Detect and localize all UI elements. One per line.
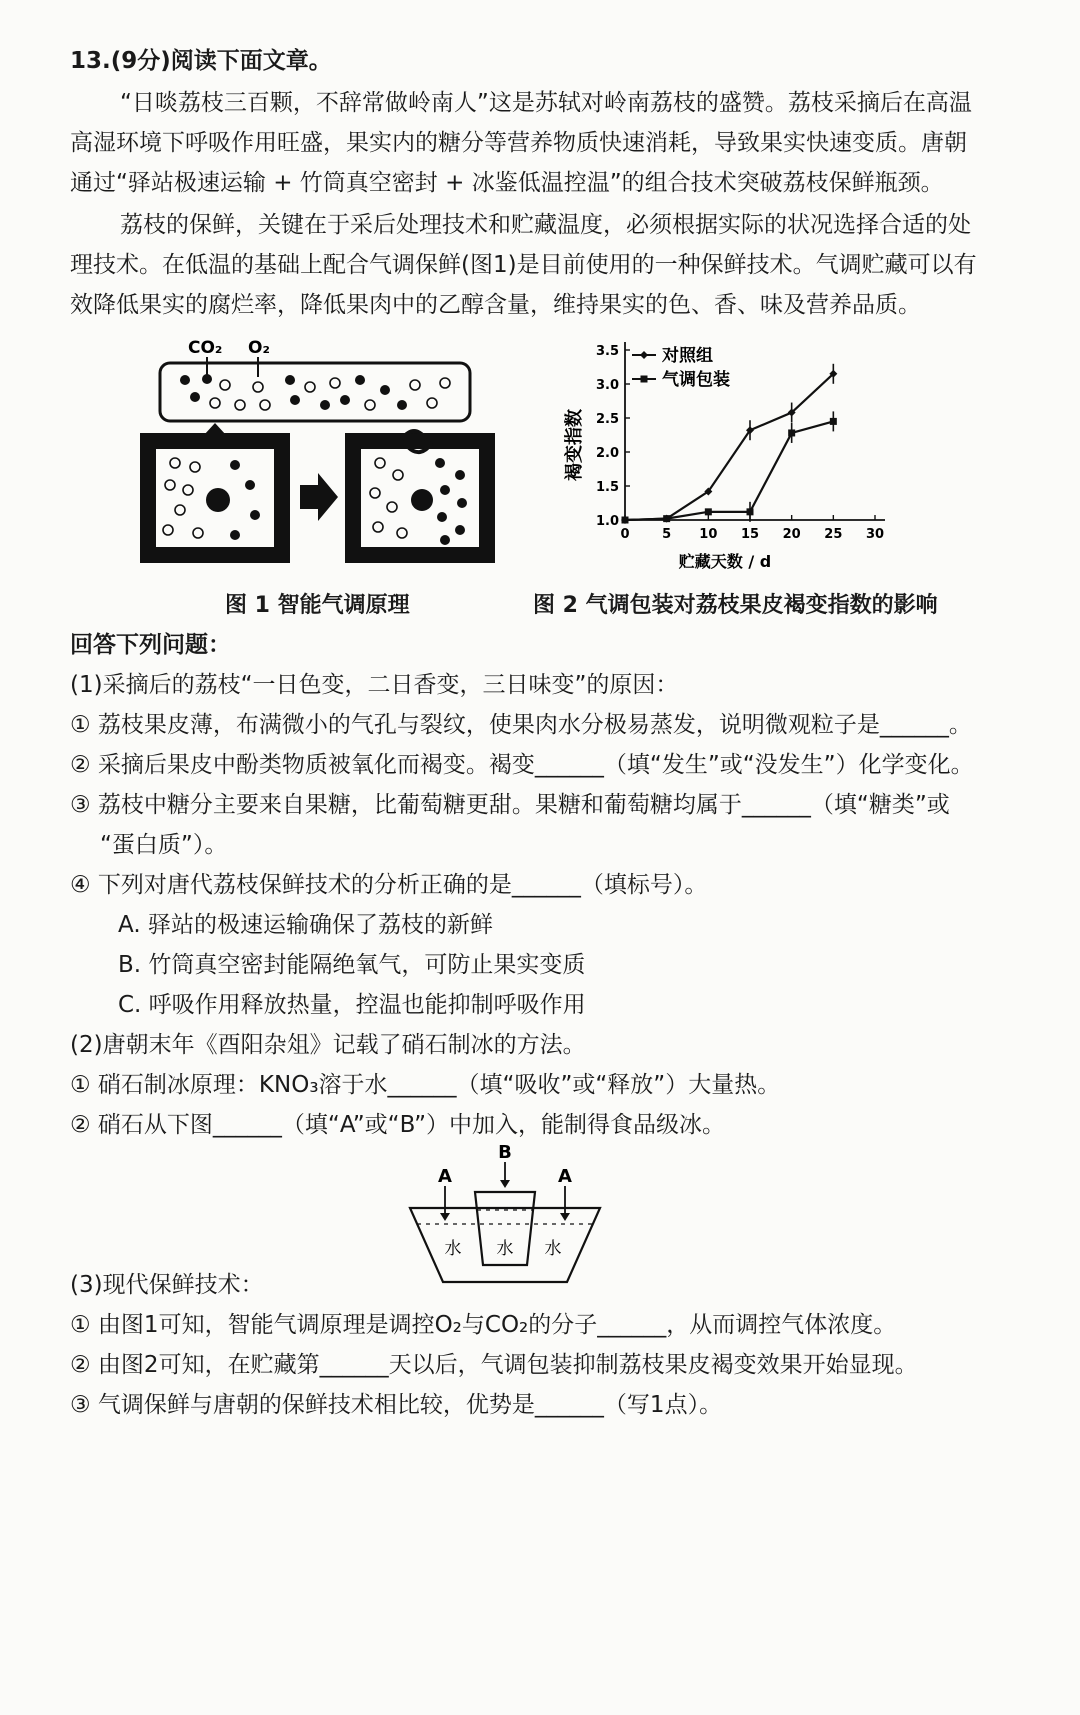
y-tick-label: 1.5 bbox=[595, 480, 619, 495]
legend-label: 气调包装 bbox=[662, 370, 730, 390]
passage-line-1: “日啖荔枝三百颗，不辞常做岭南人”这是苏轼对岭南荔枝的盛赞。荔枝采摘后在高温 bbox=[120, 90, 972, 116]
x-tick-label: 25 bbox=[824, 527, 843, 542]
x-tick-label: 0 bbox=[620, 527, 630, 542]
x-axis-label: 贮藏天数 / d bbox=[678, 552, 772, 571]
series-line-1 bbox=[625, 374, 833, 520]
x-tick-label: 30 bbox=[865, 527, 885, 542]
water-label-center: 水 bbox=[496, 1239, 514, 1259]
y-tick-label: 2.0 bbox=[595, 446, 619, 461]
part1-item-1: ① 荔枝果皮薄，布满微小的气孔与裂纹，使果肉水分极易蒸发，说明微观粒子是______。 bbox=[70, 712, 972, 738]
part3-item-2: ② 由图2可知，在贮藏第______天以后，气调包装抑制荔枝果皮褐变效果开始显现。 bbox=[70, 1352, 918, 1378]
data-point-2 bbox=[747, 508, 754, 515]
part1-item-3: ③ 荔枝中糖分主要来自果糖，比葡萄糖更甜。果糖和葡萄糖均属于______（填“糖类”或 bbox=[70, 792, 950, 818]
part1-item-3-cont: “蛋白质”）。 bbox=[100, 832, 228, 858]
y-tick-label: 3.5 bbox=[595, 344, 619, 359]
part2-title: (2)唐朝末年《酉阳杂俎》记载了硝石制冰的方法。 bbox=[70, 1032, 586, 1058]
x-tick-label: 15 bbox=[740, 527, 760, 542]
series-line-2 bbox=[625, 421, 833, 520]
figure2-caption: 图 2 气调包装对荔枝果皮褐变指数的影响 bbox=[533, 593, 938, 618]
x-tick-label: 10 bbox=[699, 527, 718, 542]
part2-item-1: ① 硝石制冰原理：KNO₃溶于水______（填“吸收”或“释放”）大量热。 bbox=[70, 1072, 781, 1098]
y-tick-label: 3.0 bbox=[595, 378, 619, 393]
transition-arrow bbox=[300, 473, 338, 521]
data-point-2 bbox=[622, 517, 629, 524]
figure1-caption: 图 1 智能气调原理 bbox=[225, 593, 410, 618]
ice-making-diagram bbox=[405, 1140, 605, 1300]
chamber-particles bbox=[180, 374, 450, 410]
x-tick-label: 20 bbox=[782, 527, 801, 542]
y-axis-label: 褐变指数 bbox=[564, 409, 585, 481]
option-c: C. 呼吸作用释放热量，控温也能抑制呼吸作用 bbox=[118, 992, 586, 1018]
label-b: B bbox=[498, 1142, 512, 1163]
passage-line-3: 通过“驿站极速运输 + 竹筒真空密封 + 冰鉴低温控温”的组合技术突破荔枝保鲜瓶颈。 bbox=[70, 170, 944, 196]
legend-marker bbox=[641, 376, 648, 383]
part3-title: (3)现代保鲜技术： bbox=[70, 1272, 264, 1298]
part1-item-2: ② 采摘后果皮中酚类物质被氧化而褐变。褐变______（填“发生”或“没发生”）化学变化。 bbox=[70, 752, 974, 778]
water-label-right: 水 bbox=[544, 1239, 562, 1259]
data-point-2 bbox=[788, 429, 795, 436]
o2-label: O₂ bbox=[248, 338, 270, 358]
question-header: 13.(9分)阅读下面文章。 bbox=[70, 48, 332, 74]
figure1-diagram bbox=[140, 335, 500, 575]
data-point-2 bbox=[705, 508, 712, 515]
option-a: A. 驿站的极速运输确保了荔枝的新鲜 bbox=[118, 912, 493, 938]
figure2-chart bbox=[560, 335, 930, 575]
option-b: B. 竹筒真空密封能隔绝氧气，可防止果实变质 bbox=[118, 952, 586, 978]
legend-marker bbox=[640, 351, 648, 359]
label-a-left: A bbox=[438, 1166, 452, 1187]
legend-label: 对照组 bbox=[662, 346, 713, 366]
data-point-2 bbox=[663, 515, 670, 522]
passage-line-6: 效降低果实的腐烂率，降低果肉中的乙醇含量，维持果实的色、香、味及营养品质。 bbox=[70, 292, 921, 318]
answers-header: 回答下列问题： bbox=[70, 632, 231, 658]
data-point-2 bbox=[830, 418, 837, 425]
part3-item-1: ① 由图1可知，智能气调原理是调控O₂与CO₂的分子______，从而调控气体浓度。 bbox=[70, 1312, 897, 1338]
x-tick-label: 5 bbox=[662, 527, 672, 542]
part3-item-3: ③ 气调保鲜与唐朝的保鲜技术相比较，优势是______（写1点）。 bbox=[70, 1392, 723, 1418]
passage-line-5: 理技术。在低温的基础上配合气调保鲜(图1)是目前使用的一种保鲜技术。气调贮藏可以有 bbox=[70, 252, 977, 278]
part1-title: (1)采摘后的荔枝“一日色变，二日香变，三日味变”的原因： bbox=[70, 672, 679, 698]
water-label-left: 水 bbox=[444, 1239, 462, 1259]
part2-item-2: ② 硝石从下图______（填“A”或“B”）中加入，能制得食品级冰。 bbox=[70, 1112, 726, 1138]
label-a-right: A bbox=[558, 1166, 572, 1187]
y-tick-label: 1.0 bbox=[595, 514, 619, 529]
passage-line-4: 荔枝的保鲜，关键在于采后处理技术和贮藏温度，必须根据实际的状况选择合适的处 bbox=[120, 212, 971, 238]
y-tick-label: 2.5 bbox=[595, 412, 619, 427]
passage-line-2: 高湿环境下呼吸作用旺盛，果实内的糖分等营养物质快速消耗，导致果实快速变质。唐朝 bbox=[70, 130, 967, 156]
part1-item-4: ④ 下列对唐代荔枝保鲜技术的分析正确的是______（填标号）。 bbox=[70, 872, 708, 898]
co2-label: CO₂ bbox=[188, 338, 223, 358]
